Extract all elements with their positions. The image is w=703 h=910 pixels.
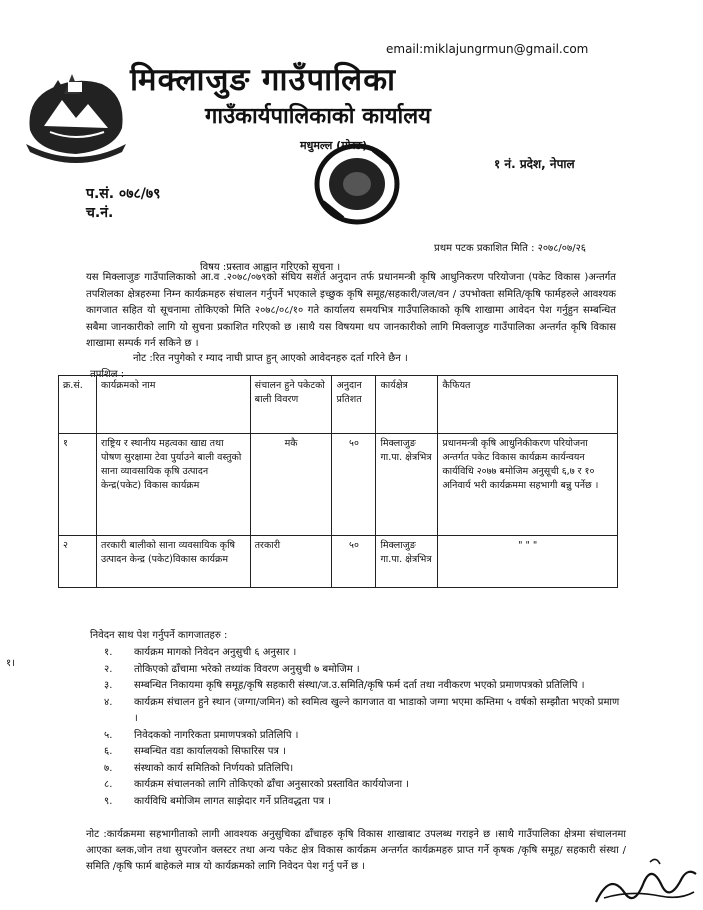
cell-serial: २ (59, 536, 97, 588)
item-number: ५. (104, 729, 113, 741)
list-item (104, 761, 624, 778)
details-label: तपशिल : (90, 369, 125, 380)
col-work-area: कार्यक्षेत्र (376, 376, 438, 434)
table-row (59, 536, 618, 588)
list-item (104, 662, 624, 679)
office-title: गाउँकार्यपालिकाको कार्यालय (205, 104, 431, 129)
office-location: मधुमल्ल (मोरङ) (300, 139, 368, 152)
margin-mark: १। (6, 658, 15, 669)
item-number: ४. (104, 696, 113, 708)
cell-crop: मकै (250, 434, 332, 536)
item-number: १. (104, 647, 113, 658)
item-number: ९. (104, 795, 113, 807)
signature-icon (590, 852, 700, 910)
list-item (104, 744, 624, 761)
list-item (104, 728, 624, 745)
item-text: तोकिएको ढाँचामा भरेको तथ्यांक विवरण अनुसुची ७ बमोजिम । (134, 663, 360, 675)
col-serial: क्र.सं. (59, 376, 97, 434)
item-text: कार्यक्रम मागको निवेदन अनुसुची ६ अनुसार । (134, 647, 297, 658)
cell-remarks: प्रधानमन्त्री कृषि आधुनिकीकरण परियोजना अन्तर्गत पकेट विकास कार्यक्रम कार्यन्वयन कार्यविधि २०७७ बमोजिम अनुसूची ६,७ र १० अनिवार्य भरी कार्यक्रममा सहभागी बन्नु पर्नेछ । (438, 434, 618, 536)
item-number: ३. (104, 680, 113, 691)
table-row (59, 434, 618, 536)
cell-serial: १ (59, 434, 97, 536)
table-header-row (59, 376, 618, 434)
nepal-emblem-icon (22, 70, 130, 164)
item-number: ७. (104, 762, 113, 774)
item-text: कार्यविधि बमोजिम लागत साझेदार गर्ने प्रतिवद्धता पत्र । (134, 795, 332, 807)
item-number: २. (104, 663, 113, 675)
note-invalid-applications: नोट :रित नपुगेको र म्याद नाघी प्राप्त हुन् आएको आवेदनहरु दर्ता गरिने छैन । (133, 353, 408, 364)
list-item (104, 695, 624, 728)
col-crop-details: संचालन हुने पकेटको बाली विवरण (250, 376, 332, 434)
item-number: ८. (104, 779, 113, 790)
cell-crop: तरकारी (250, 536, 332, 588)
item-number: ६. (104, 746, 113, 757)
item-text: संस्थाको कार्य समितिको निर्णयको प्रतिलिपि। (134, 762, 294, 774)
municipality-title: मिक्लाजुङ गाउँपालिका (130, 62, 397, 98)
cell-area: मिक्लाजुङ गा.पा. क्षेत्रभित्र (376, 536, 438, 588)
cell-percent: ५० (332, 536, 376, 588)
cell-area: मिक्लाजुङ गा.पा. क्षेत्रभित्र (376, 434, 438, 536)
item-text: सम्बन्धित निकायमा कृषि समूह/कृषि सहकारी संस्था/ज.उ.समिति/कृषि फर्म दर्ता तथा नवीकरण भएको प्रमाणपत्रको प्रतिलिपि । (134, 680, 585, 691)
item-text: कार्यक्रम संचालनको लागि तोकिएको ढाँचा अनुसारको प्रस्तावित कार्ययोजना । (134, 779, 409, 790)
publication-date: प्रथम पटक प्रकाशित मिति : २०७८/०७/२६ (434, 243, 586, 254)
dispatch-number: च.नं. (86, 205, 114, 221)
documents-heading: निवेदन साथ पेश गर्नुपर्ने कागजातहरु : (90, 630, 228, 641)
cell-remarks: " " " (438, 536, 618, 588)
list-item (104, 794, 624, 811)
cell-program-name: राष्ट्रिय र स्थानीय महत्वका खाद्य तथा पोषण सुरक्षामा टेवा पुर्याउने बाली वस्तुको साना व्यावसायिक कृषि उत्पादन केन्द्र(पकेट) विकास कार्यक्रम (96, 434, 250, 536)
item-text: कार्यक्रम संचालन हुने स्थान (जग्गा/जमिन) को स्वमित्व खुल्ने कागजात वा भाडाको जग्गा भएमा कम्तिमा ५ वर्षको सम्झौता भएको प्रमाण । (134, 696, 620, 724)
list-item (104, 678, 624, 695)
notice-body: यस मिक्लाजुङ गाउँपालिकाको आ.व .२०७८/०७९को संघिय सशर्त अनुदान तर्फ प्रधानमन्त्री कृषि आधुनिकरण परियोजना (पकेट विकास )अन्तर्गत तपशिलका क्षेत्रहरुमा निम्न कार्यक्रमहरु संचालन गर्नुपर्ने भएकाले इच्छुक कृषि समूह/सहकारी/जल/वन / उपभोक्ता समिति/कृषि फार्महरुले आवश्यक कागजात सहित यो सूचनामा तोकिएको मिति २०७८/०८/१० गते कार्यालय समयभित्र गाउँपालिकाको कृषि शाखामा आवेदन पेश गर्नुहुन सम्बन्धित सबैमा जानकारीको लागि यो सुचना प्रकाशित गरिएको छ ।साथै यस विषयमा थप जानकारीको लागि मिक्लाजुङ गाउँपालिका अन्तर्गत कृषि विकास शाखामा सम्पर्क गर्न सकिने छ । (86, 272, 616, 349)
program-table (58, 375, 618, 588)
cell-program-name: तरकारी बालीको साना व्यवसायिक कृषि उत्पादन केन्द्र (पकेट)विकास कार्यक्रम (96, 536, 250, 588)
reference-number: प.सं. ०७८/७९ (86, 186, 161, 202)
email-address: email:miklajungrmun@gmail.com (386, 42, 589, 56)
item-text: सम्बन्धित वडा कार्यालयको सिफारिस पत्र । (134, 746, 286, 757)
cell-percent: ५० (332, 434, 376, 536)
col-subsidy-percent: अनुदान प्रतिशत (332, 376, 376, 434)
documents-list (104, 645, 624, 810)
col-remarks: कैफियत (438, 376, 618, 434)
office-stamp-icon (313, 142, 401, 226)
notice-subject: विषय :प्रस्ताव आह्वान गरिएको सूचना । (200, 262, 341, 273)
list-item (104, 777, 624, 794)
list-item (104, 645, 624, 662)
col-program-name: कार्यक्रमको नाम (96, 376, 250, 434)
note-participation: नोट :कार्यक्रममा सहभागीताको लागी आवश्यक अनुसुचिका ढाँचाहरु कृषि विकास शाखाबाट उपलब्ध गराइने छ ।साथै गाउँपालिका क्षेत्रमा संचालनमा आएका ब्लक,जोन तथा सुपरजोन क्लस्टर तथा अन्य पकेट क्षेत्र विकास कार्यक्रम अन्तर्गत कार्यक्रमहरु प्राप्त गर्ने कृषक /कृषि समूह/ सहकारी संस्था /समिति /कृषि फार्म बाहेकले मात्र यो कार्यक्रमको लागि निवेदन पेश गर्नु पर्ने छ । (86, 829, 626, 872)
province: १ नं. प्रदेश, नेपाल (494, 157, 575, 171)
item-text: निवेदकको नागरिकता प्रमाणपत्रको प्रतिलिपि । (134, 729, 299, 741)
